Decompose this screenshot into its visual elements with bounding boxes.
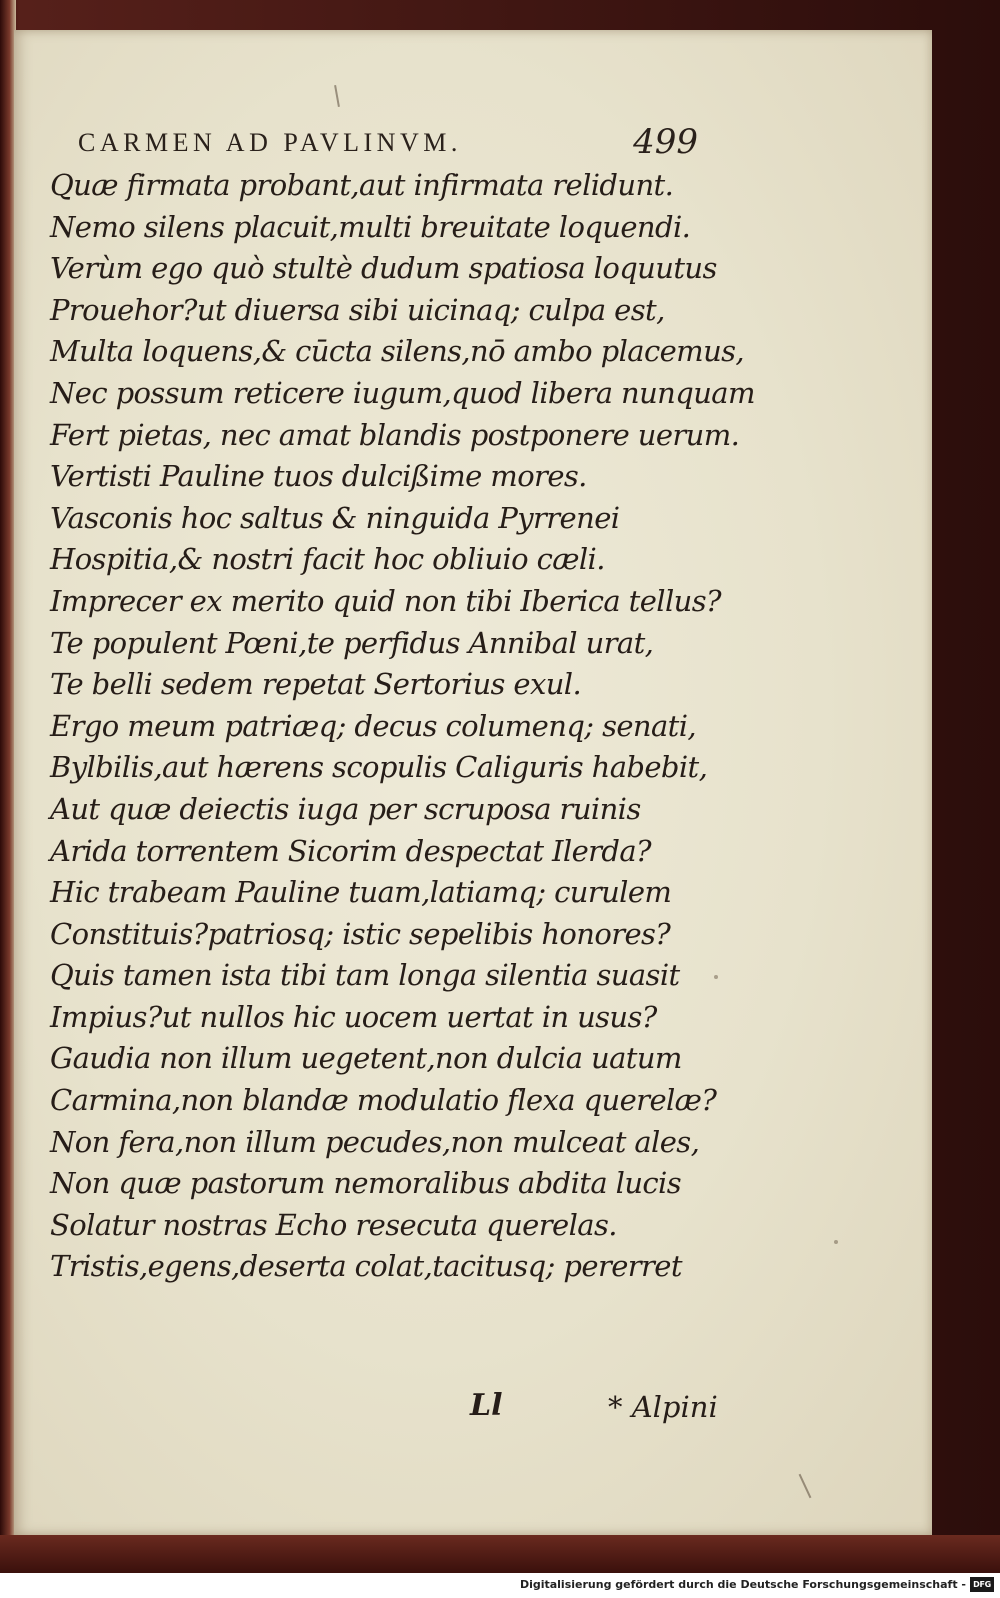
verse-line: Ergo meum patriæq; decus columenq; senati, bbox=[50, 708, 697, 743]
verse-line: Nemo silens placuit,multi breuitate loquendi. bbox=[50, 209, 691, 244]
book-edge-bottom bbox=[0, 1535, 1000, 1573]
book-page bbox=[14, 30, 932, 1535]
verse-line: Constituis?patriosq; istic sepelibis honores? bbox=[50, 916, 671, 951]
verse-line: Tristis,egens,deserta colat,tacitusq; pererret bbox=[50, 1249, 682, 1284]
verse-line: Bylbilis,aut hærens scopulis Caliguris habebit, bbox=[50, 750, 708, 785]
verse-line: Vasconis hoc saltus & ninguida Pyrrenei bbox=[50, 500, 620, 535]
verse-line: Te populent Pœni,te perfidus Annibal urat, bbox=[50, 625, 654, 660]
verse-line: Aut quæ deiectis iuga per scruposa ruinis bbox=[50, 791, 641, 826]
running-head bbox=[78, 122, 698, 168]
digitization-footer bbox=[0, 1573, 1000, 1598]
verse-block bbox=[50, 165, 755, 1288]
verse-line: Imprecer ex merito quid non tibi Iberica tellus? bbox=[50, 583, 721, 618]
verse-line: Hospitia,& nostri facit hoc obliuio cæli. bbox=[50, 542, 605, 577]
verse-line: Quis tamen ista tibi tam longa silentia suasit bbox=[50, 958, 680, 993]
catchword: * Alpini bbox=[608, 1390, 718, 1424]
verse-line: Carmina,non blandæ modulatio flexa querelæ? bbox=[50, 1083, 717, 1118]
ink-mark bbox=[334, 85, 340, 107]
verse-line: Multa loquens,& cūcta silens,nō ambo placemus, bbox=[50, 334, 745, 369]
verse-line: Vertisti Pauline tuos dulcißime mores. bbox=[50, 459, 587, 494]
dfg-logo-icon: DFG bbox=[970, 1577, 994, 1592]
verse-line: Te belli sedem repetat Sertorius exul. bbox=[50, 667, 582, 702]
verse-line: Fert pietas, nec amat blandis postponere uerum. bbox=[50, 417, 740, 452]
verse-line: Solatur nostras Echo resecuta querelas. bbox=[50, 1207, 617, 1242]
page-number: 499 bbox=[633, 122, 698, 162]
verse-line: Prouehor?ut diuersa sibi uicinaq; culpa est, bbox=[50, 292, 665, 327]
verse-line: Impius?ut nullos hic uocem uertat in usus? bbox=[50, 999, 657, 1034]
verse-line: Arida torrentem Sicorim despectat Ilerda? bbox=[50, 833, 652, 868]
verse-line: Verùm ego quò stultè dudum spatiosa loquutus bbox=[50, 251, 717, 286]
verse-line: Gaudia non illum uegetent,non dulcia uatum bbox=[50, 1041, 682, 1076]
signature-mark: Ll bbox=[470, 1388, 503, 1423]
paper-speck bbox=[834, 1240, 838, 1244]
verse-line: Non quæ pastorum nemoralibus abdita lucis bbox=[50, 1166, 682, 1201]
ink-mark bbox=[799, 1474, 812, 1498]
running-title: CARMEN AD PAVLINVM. bbox=[78, 128, 462, 157]
verse-line: Non fera,non illum pecudes,non mulceat ales, bbox=[50, 1124, 700, 1159]
verse-line: Hic trabeam Pauline tuam,latiamq; curulem bbox=[50, 875, 672, 910]
verse-line: Quæ firmata probant,aut infirmata relidunt. bbox=[50, 168, 674, 202]
footer-credit-text: Digitalisierung gefördert durch die Deutsche Forschungsgemeinschaft - bbox=[519, 1578, 966, 1591]
verse-line: Nec possum reticere iugum,quod libera nunquam bbox=[50, 375, 755, 410]
